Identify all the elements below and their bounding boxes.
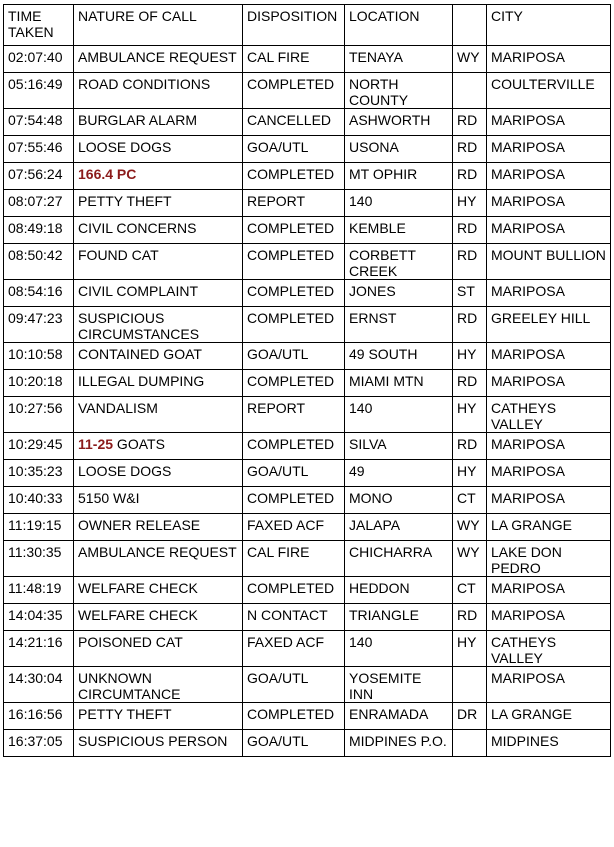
cell-nature: [74, 109, 243, 136]
cell-disposition: GOA/UTL: [243, 460, 345, 487]
table-row: [4, 136, 611, 163]
cell-city: MARIPOSA: [487, 370, 611, 397]
table-row: [4, 370, 611, 397]
nature-text: PETTY THEFT: [78, 193, 172, 209]
cell-city: MARIPOSA: [487, 343, 611, 370]
cell-location: SILVA: [345, 433, 453, 460]
cell-time: 07:55:46: [4, 136, 74, 163]
table-row: [4, 343, 611, 370]
cell-city: MARIPOSA: [487, 487, 611, 514]
nature-text: FOUND CAT: [78, 247, 159, 263]
call-log-body: [4, 46, 611, 757]
nature-text: SUSPICIOUS CIRCUMSTANCES: [78, 310, 200, 342]
cell-disposition: COMPLETED: [243, 370, 345, 397]
cell-location: 140: [345, 397, 453, 433]
cell-suffix: [453, 667, 487, 703]
nature-text: UNKNOWN CIRCUMTANCE: [78, 670, 181, 702]
cell-suffix: RD: [453, 163, 487, 190]
nature-text: ROAD CONDITIONS: [78, 76, 211, 92]
nature-text: GOATS: [113, 436, 165, 452]
cell-time: 08:07:27: [4, 190, 74, 217]
cell-time: 08:50:42: [4, 244, 74, 280]
cell-city: MIDPINES: [487, 730, 611, 757]
nature-text: WELFARE CHECK: [78, 607, 198, 623]
cell-suffix: ST: [453, 280, 487, 307]
table-row: [4, 541, 611, 577]
cell-city: MARIPOSA: [487, 577, 611, 604]
cell-suffix: WY: [453, 514, 487, 541]
cell-city: CATHEYS VALLEY: [487, 397, 611, 433]
cell-suffix: HY: [453, 190, 487, 217]
table-row: [4, 244, 611, 280]
cell-nature: [74, 514, 243, 541]
cell-city: LA GRANGE: [487, 514, 611, 541]
cell-disposition: CAL FIRE: [243, 46, 345, 73]
cell-nature: [74, 397, 243, 433]
cell-disposition: FAXED ACF: [243, 631, 345, 667]
nature-text: LOOSE DOGS: [78, 463, 172, 479]
nature-text: LOOSE DOGS: [78, 139, 172, 155]
header-location: LOCATION: [345, 5, 453, 46]
cell-time: 11:48:19: [4, 577, 74, 604]
nature-text: OWNER RELEASE: [78, 517, 201, 533]
cell-nature: [74, 703, 243, 730]
cell-disposition: COMPLETED: [243, 163, 345, 190]
cell-disposition: REPORT: [243, 190, 345, 217]
cell-city: MARIPOSA: [487, 163, 611, 190]
cell-time: 08:49:18: [4, 217, 74, 244]
cell-disposition: COMPLETED: [243, 487, 345, 514]
cell-location: YOSEMITE INN: [345, 667, 453, 703]
cell-time: 10:20:18: [4, 370, 74, 397]
cell-time: 10:40:33: [4, 487, 74, 514]
cell-disposition: FAXED ACF: [243, 514, 345, 541]
cell-location: CORBETT CREEK: [345, 244, 453, 280]
nature-text: CIVIL COMPLAINT: [78, 283, 199, 299]
cell-time: 10:27:56: [4, 397, 74, 433]
cell-suffix: RD: [453, 433, 487, 460]
cell-city: MARIPOSA: [487, 190, 611, 217]
table-row: [4, 487, 611, 514]
header-city: CITY: [487, 5, 611, 46]
table-row: [4, 433, 611, 460]
cell-nature: [74, 370, 243, 397]
cell-time: 16:16:56: [4, 703, 74, 730]
cell-city: MARIPOSA: [487, 604, 611, 631]
nature-text: POISONED CAT: [78, 634, 183, 650]
nature-text: PETTY THEFT: [78, 706, 172, 722]
cell-disposition: N CONTACT: [243, 604, 345, 631]
cell-time: 16:37:05: [4, 730, 74, 757]
table-row: [4, 730, 611, 757]
cell-suffix: RD: [453, 109, 487, 136]
cell-suffix: CT: [453, 577, 487, 604]
cell-city: MOUNT BULLION: [487, 244, 611, 280]
cell-location: ASHWORTH: [345, 109, 453, 136]
cell-city: MARIPOSA: [487, 46, 611, 73]
nature-text: CIVIL CONCERNS: [78, 220, 197, 236]
cell-time: 07:56:24: [4, 163, 74, 190]
cell-city: MARIPOSA: [487, 460, 611, 487]
cell-time: 10:35:23: [4, 460, 74, 487]
cell-city: MARIPOSA: [487, 280, 611, 307]
cell-city: MARIPOSA: [487, 109, 611, 136]
cell-disposition: GOA/UTL: [243, 730, 345, 757]
cell-location: JALAPA: [345, 514, 453, 541]
table-row: [4, 577, 611, 604]
header-row: [4, 5, 611, 46]
header-time: TIME TAKEN: [4, 5, 74, 46]
table-row: [4, 604, 611, 631]
nature-text: AMBULANCE REQUEST: [78, 49, 237, 65]
table-row: [4, 460, 611, 487]
cell-nature: [74, 307, 243, 343]
cell-city: LAKE DON PEDRO: [487, 541, 611, 577]
cell-suffix: DR: [453, 703, 487, 730]
cell-disposition: COMPLETED: [243, 433, 345, 460]
cell-location: KEMBLE: [345, 217, 453, 244]
cell-suffix: RD: [453, 136, 487, 163]
cell-time: 11:30:35: [4, 541, 74, 577]
cell-nature: [74, 73, 243, 109]
cell-suffix: HY: [453, 460, 487, 487]
cell-location: NORTH COUNTY: [345, 73, 453, 109]
cell-time: 14:21:16: [4, 631, 74, 667]
cell-suffix: RD: [453, 217, 487, 244]
cell-disposition: COMPLETED: [243, 307, 345, 343]
header-suffix: [453, 5, 487, 46]
cell-suffix: HY: [453, 397, 487, 433]
cell-location: 49 SOUTH: [345, 343, 453, 370]
table-row: [4, 703, 611, 730]
cell-disposition: COMPLETED: [243, 73, 345, 109]
cell-nature: [74, 136, 243, 163]
table-row: [4, 217, 611, 244]
cell-city: MARIPOSA: [487, 667, 611, 703]
nature-text: WELFARE CHECK: [78, 580, 198, 596]
cell-location: 49: [345, 460, 453, 487]
cell-suffix: WY: [453, 541, 487, 577]
cell-nature: [74, 631, 243, 667]
cell-suffix: [453, 73, 487, 109]
table-row: [4, 163, 611, 190]
nature-text: VANDALISM: [78, 400, 158, 416]
cell-suffix: RD: [453, 307, 487, 343]
cell-time: 11:19:15: [4, 514, 74, 541]
cell-nature: [74, 604, 243, 631]
nature-text: 5150 W&I: [78, 490, 140, 506]
cell-disposition: REPORT: [243, 397, 345, 433]
cell-time: 14:30:04: [4, 667, 74, 703]
table-row: [4, 73, 611, 109]
cell-location: MT OPHIR: [345, 163, 453, 190]
table-row: [4, 667, 611, 703]
cell-time: 05:16:49: [4, 73, 74, 109]
nature-text: ILLEGAL DUMPING: [78, 373, 205, 389]
cell-time: 14:04:35: [4, 604, 74, 631]
cell-disposition: GOA/UTL: [243, 343, 345, 370]
cell-disposition: COMPLETED: [243, 280, 345, 307]
penal-code: 11-25: [78, 436, 114, 452]
cell-nature: [74, 343, 243, 370]
cell-nature: [74, 190, 243, 217]
cell-suffix: WY: [453, 46, 487, 73]
cell-nature: [74, 577, 243, 604]
cell-time: 09:47:23: [4, 307, 74, 343]
cell-location: HEDDON: [345, 577, 453, 604]
cell-nature: [74, 433, 243, 460]
cell-suffix: [453, 730, 487, 757]
cell-location: JONES: [345, 280, 453, 307]
table-row: [4, 190, 611, 217]
cell-location: TRIANGLE: [345, 604, 453, 631]
header-nature: NATURE OF CALL: [74, 5, 243, 46]
cell-disposition: CAL FIRE: [243, 541, 345, 577]
cell-time: 10:29:45: [4, 433, 74, 460]
table-row: [4, 397, 611, 433]
cell-location: MONO: [345, 487, 453, 514]
cell-location: CHICHARRA: [345, 541, 453, 577]
cell-location: 140: [345, 631, 453, 667]
cell-city: GREELEY HILL: [487, 307, 611, 343]
table-row: [4, 631, 611, 667]
cell-nature: [74, 667, 243, 703]
table-row: [4, 280, 611, 307]
cell-location: ENRAMADA: [345, 703, 453, 730]
cell-city: LA GRANGE: [487, 703, 611, 730]
header-disposition: DISPOSITION: [243, 5, 345, 46]
table-row: [4, 514, 611, 541]
cell-nature: [74, 460, 243, 487]
cell-suffix: RD: [453, 604, 487, 631]
cell-disposition: COMPLETED: [243, 703, 345, 730]
cell-nature: [74, 280, 243, 307]
cell-nature: [74, 244, 243, 280]
penal-code: 166.4 PC: [78, 166, 137, 182]
table-row: [4, 109, 611, 136]
nature-text: AMBULANCE REQUEST: [78, 544, 237, 560]
cell-suffix: RD: [453, 370, 487, 397]
cell-disposition: GOA/UTL: [243, 667, 345, 703]
call-log-table: [3, 4, 611, 757]
cell-suffix: CT: [453, 487, 487, 514]
cell-nature: [74, 487, 243, 514]
cell-time: 02:07:40: [4, 46, 74, 73]
cell-disposition: COMPLETED: [243, 217, 345, 244]
cell-city: CATHEYS VALLEY: [487, 631, 611, 667]
cell-location: 140: [345, 190, 453, 217]
nature-text: BURGLAR ALARM: [78, 112, 198, 128]
cell-disposition: COMPLETED: [243, 577, 345, 604]
cell-location: USONA: [345, 136, 453, 163]
cell-location: MIAMI MTN: [345, 370, 453, 397]
nature-text: SUSPICIOUS PERSON: [78, 733, 228, 749]
cell-suffix: RD: [453, 244, 487, 280]
cell-suffix: HY: [453, 631, 487, 667]
cell-city: MARIPOSA: [487, 217, 611, 244]
cell-city: MARIPOSA: [487, 136, 611, 163]
cell-disposition: GOA/UTL: [243, 136, 345, 163]
cell-location: ERNST: [345, 307, 453, 343]
cell-nature: [74, 217, 243, 244]
cell-location: MIDPINES P.O.: [345, 730, 453, 757]
cell-nature: [74, 730, 243, 757]
cell-disposition: CANCELLED: [243, 109, 345, 136]
cell-time: 07:54:48: [4, 109, 74, 136]
cell-nature: [74, 163, 243, 190]
cell-suffix: HY: [453, 343, 487, 370]
table-row: [4, 307, 611, 343]
cell-time: 10:10:58: [4, 343, 74, 370]
cell-city: COULTERVILLE: [487, 73, 611, 109]
cell-nature: [74, 46, 243, 73]
table-row: [4, 46, 611, 73]
nature-text: CONTAINED GOAT: [78, 346, 202, 362]
cell-city: MARIPOSA: [487, 433, 611, 460]
cell-nature: [74, 541, 243, 577]
cell-location: TENAYA: [345, 46, 453, 73]
cell-disposition: COMPLETED: [243, 244, 345, 280]
cell-time: 08:54:16: [4, 280, 74, 307]
